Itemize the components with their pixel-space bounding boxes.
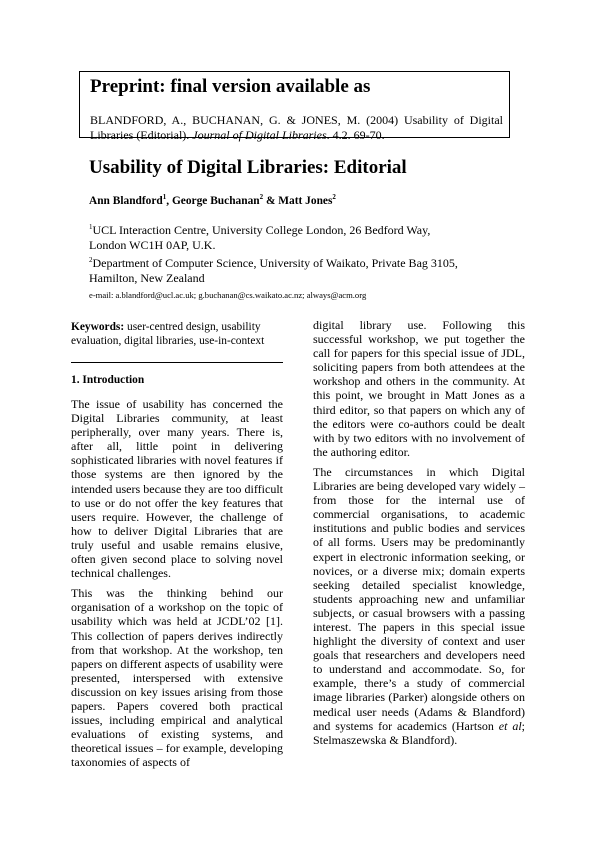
section-heading-introduction: 1. Introduction — [71, 374, 145, 386]
journal-name: Journal of Digital Libraries — [192, 128, 327, 142]
email-line: e-mail: a.blandford@ucl.ac.uk; g.buchanan@cs.waikato.ac.nz; always@acm.org — [89, 290, 367, 300]
preprint-heading: Preprint: final version available as — [90, 76, 371, 97]
right-column — [313, 318, 525, 753]
preprint-box — [79, 71, 510, 142]
paragraph: digital library use. Following this successful workshop, we put together the call for papers for this special issue of JDL, soliciting papers from both attendees at the workshop and others in the community. At this point, we brought in Matt Jones as a third editor, so that papers on which any of the editors were co-authors could be dealt with by two editors with no involvement of the authoring editor. — [313, 318, 525, 459]
author-list: Ann Blandford$^1$, George Buchanan$^2$ & Matt Jones$^2$ — [89, 193, 336, 207]
paper-title: Usability of Digital Libraries: Editorial — [89, 157, 407, 178]
paragraph: The circumstances in which Digital Libraries are being developed vary widely – from those for the internal use of commercial organisations, to academic institutions and public bodies and services of all forms. Users may be predominantly expert in electronic information seeking, or novices, or a diverse mix; domain experts seeking detailed specialist knowledge, students approaching new and unfamiliar subjects, or casual browsers with a passing interest. The papers in this special issue highlight the diversity of context and user goals that researchers and developers need to understand and accommodate. So, for example, there’s a study of commercial image libraries (Parker) alongside others on medical user needs (Adams & Blandford) and systems for academics (Hartson et al; Stelmaszewska & Blandford). — [313, 464, 525, 747]
affiliation-2: $^2$Department of Computer Science, University of Waikato, Private Bag 3105, Hamilton, New Zealand — [89, 256, 458, 285]
preprint-citation: BLANDFORD, A., BUCHANAN, G. & JONES, M. (2004) Usability of Digital Libraries (Editorial). Journal of Digital Libraries. 4.2. 69-70. — [90, 113, 504, 142]
left-column — [71, 397, 283, 775]
affiliation-1: $^1$UCL Interaction Centre, University College London, 26 Bedford Way, London WC1H 0AP, U.K. — [89, 223, 431, 252]
paragraph: This was the thinking behind our organisation of a workshop on the topic of usability which was held at JCDL’02 [1]. This collection of papers derives indirectly from that workshop. At the workshop, ten papers on different aspects of usability were presented, interspersed with extensive discussion on key issues arising from those papers. Papers covered both practical issues, including empirical and analytical evaluations of existing systems, and theoretical issues – for example, developing taxonomies of aspects of — [71, 586, 283, 770]
keywords: Keywords: user-centred design, usability evaluation, digital libraries, use-in-context — [71, 321, 265, 347]
keywords-divider — [71, 362, 283, 363]
paragraph: The issue of usability has concerned the Digital Libraries community, at least peripherally, over many years. There is, after all, little point in delivering sophisticated libraries with novel features if those systems are then ignored by the intended users because they are too difficult to use or do not offer the key features that users require. However, the challenge of how to deliver Digital Libraries that are truly useful and usable remains elusive, often given second place to solving novel technical challenges. — [71, 397, 283, 581]
